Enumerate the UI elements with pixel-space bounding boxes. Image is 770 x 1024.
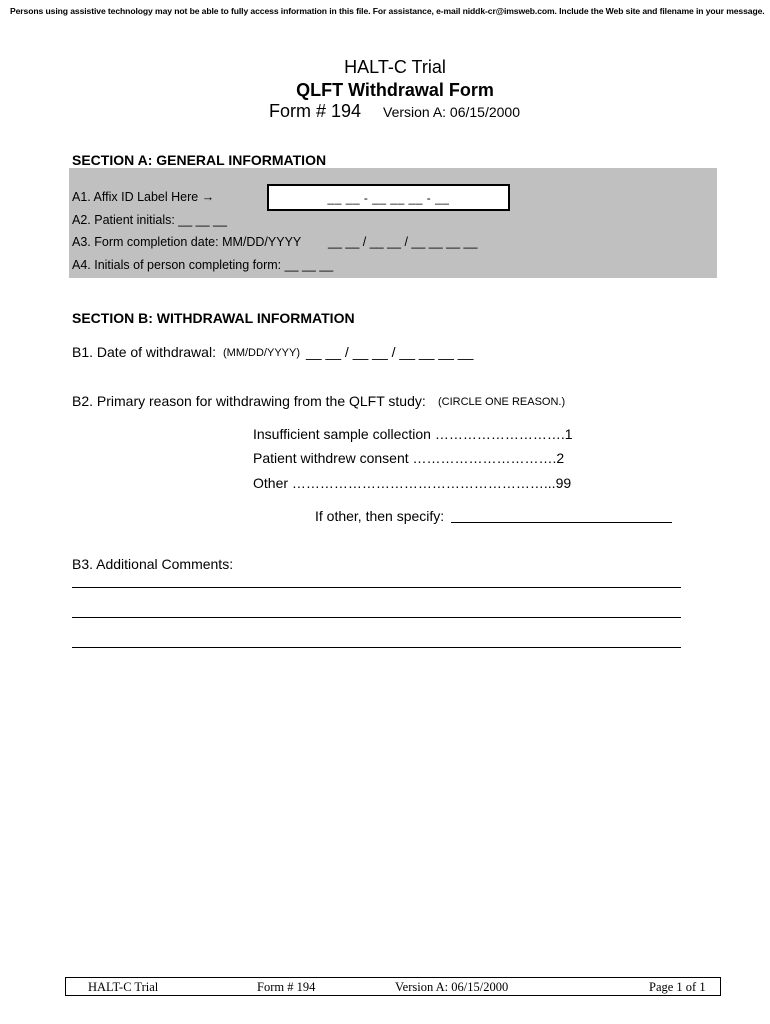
id-label-box[interactable] bbox=[267, 184, 510, 211]
reason-option[interactable] bbox=[253, 450, 564, 466]
form-version: Version A: 06/15/2000 bbox=[383, 104, 520, 120]
footer-version: Version A: 06/15/2000 bbox=[395, 980, 509, 994]
accessibility-notice: Persons using assistive technology may not be able to fully access information in this file. For assistance, e-mail niddk-cr@imsweb.com. Include the Web site and filename in your message. bbox=[10, 6, 765, 16]
a4-completer-initials[interactable]: A4. Initials of person completing form: __ __ __ bbox=[72, 258, 334, 272]
if-other-specify-line[interactable] bbox=[451, 522, 672, 523]
form-title: QLFT Withdrawal Form bbox=[296, 80, 494, 100]
comment-line[interactable] bbox=[72, 617, 681, 618]
b2-instruction: (CIRCLE ONE REASON.) bbox=[438, 396, 566, 408]
id-label-field: __ __ - __ __ __ - __ bbox=[327, 191, 450, 205]
a2-patient-initials[interactable]: A2. Patient initials: __ __ __ bbox=[72, 213, 227, 227]
footer-form-number: Form # 194 bbox=[257, 980, 316, 994]
page-footer bbox=[65, 977, 721, 996]
reason-option-label: Other ………………………………………………... bbox=[253, 475, 556, 491]
reason-option[interactable] bbox=[253, 475, 571, 491]
footer-page: Page 1 of 1 bbox=[649, 980, 706, 994]
b1-withdrawal-date-field[interactable]: __ __ / __ __ / __ __ __ __ bbox=[306, 344, 474, 360]
reason-option-code: 99 bbox=[555, 475, 572, 491]
reason-option[interactable] bbox=[253, 426, 573, 442]
trial-title: HALT-C Trial bbox=[344, 57, 446, 77]
section-b-heading: SECTION B: WITHDRAWAL INFORMATION bbox=[72, 310, 355, 326]
a3-completion-date-field[interactable]: __ __ / __ __ / __ __ __ __ bbox=[328, 235, 478, 249]
form-number: Form # 194 bbox=[269, 101, 362, 121]
b2-label: B2. Primary reason for withdrawing from the QLFT study: bbox=[72, 393, 426, 409]
comment-line[interactable] bbox=[72, 647, 681, 648]
a3-label: A3. Form completion date: MM/DD/YYYY bbox=[72, 235, 302, 249]
if-other-label: If other, then specify: bbox=[315, 508, 445, 524]
reason-option-code: 1 bbox=[564, 426, 573, 442]
reason-option-label: Patient withdrew consent …………………………. bbox=[253, 450, 557, 466]
section-a-heading: SECTION A: GENERAL INFORMATION bbox=[72, 152, 327, 168]
comment-line[interactable] bbox=[72, 587, 681, 588]
reason-option-code: 2 bbox=[556, 450, 565, 466]
a1-label: A1. Affix ID Label Here → bbox=[72, 190, 215, 204]
b1-label: B1. Date of withdrawal: bbox=[72, 344, 216, 360]
b1-date-format: (MM/DD/YYYY) bbox=[223, 347, 300, 359]
reason-option-label: Insufficient sample collection ………………………. bbox=[253, 426, 565, 442]
footer-trial: HALT-C Trial bbox=[88, 980, 159, 994]
b3-label: B3. Additional Comments: bbox=[72, 556, 234, 572]
